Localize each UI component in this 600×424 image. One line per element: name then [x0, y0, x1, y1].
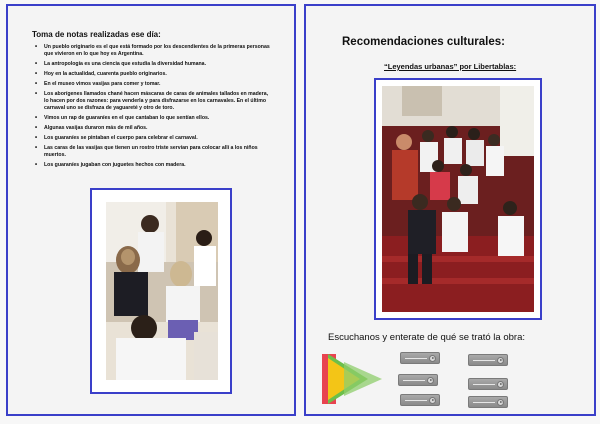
- note-item: • En el museo vimos vasijas para comer y tomar.: [44, 81, 274, 88]
- note-item: • La antropología es una ciencia que estudia la diversidad humana.: [44, 61, 274, 68]
- audio-player-1[interactable]: [400, 352, 440, 364]
- note-item: • Algunas vasijas duraron más de mil años.: [44, 125, 274, 132]
- note-item: • Los aborígenes llamados chané hacen máscaras de caras de animales tallados en madera, lo hacen por dos razones: para venderla y para disfrazarse en los carnavales. En el último carnaval uno se disfraza de yaguareté y otro de toro.: [44, 91, 274, 111]
- recommendations-title: Recomendaciones culturales:: [342, 36, 505, 48]
- play-icon[interactable]: [429, 355, 436, 362]
- listen-instruction: Escuchanos y enterate de qué se trató la obra:: [328, 332, 525, 343]
- audio-player-2[interactable]: [398, 374, 438, 386]
- notes-title: Toma de notas realizadas ese día:: [32, 30, 161, 39]
- play-icon[interactable]: [427, 377, 434, 384]
- note-item: • Los guaraníes jugaban con juguetes hechos con madera.: [44, 162, 274, 169]
- note-item: • Hoy en la actualidad, cuarenta pueblo originarios.: [44, 71, 274, 78]
- note-item: • Los guaraníes se pintaban el cuerpo para celebrar el carnaval.: [44, 135, 274, 142]
- audio-track: [473, 360, 495, 361]
- museum-photo-frame: [90, 188, 232, 394]
- museum-children-photo: [106, 202, 218, 380]
- theater-group-photo: [382, 86, 534, 312]
- play-subtitle: “Leyendas urbanas” por Libertablas:: [384, 62, 517, 71]
- left-page: [6, 4, 296, 416]
- right-page: [304, 4, 596, 416]
- audio-track: [403, 380, 425, 381]
- audio-player-3[interactable]: [400, 394, 440, 406]
- audio-track: [473, 384, 495, 385]
- note-item: • Vimos un rap de guaraníes en el que cantaban lo que sentían ellos.: [44, 115, 274, 122]
- arrows-decoration: [322, 354, 386, 404]
- play-icon[interactable]: [497, 399, 504, 406]
- theater-photo-frame: [374, 78, 542, 320]
- audio-player-6[interactable]: [468, 396, 508, 408]
- audio-track: [473, 402, 495, 403]
- note-item: • Las caras de las vasijas que tienen un rostro triste servían para colocar allí a los niños muertos.: [44, 145, 274, 158]
- audio-track: [405, 358, 427, 359]
- notes-list: [34, 44, 274, 172]
- note-item: • Un pueblo originario es el que está formado por los descendientes de la primeras personas que vivieron en lo que hoy es Argentina.: [44, 44, 274, 57]
- audio-player-5[interactable]: [468, 378, 508, 390]
- audio-player-4[interactable]: [468, 354, 508, 366]
- play-icon[interactable]: [497, 381, 504, 388]
- play-icon[interactable]: [429, 397, 436, 404]
- audio-track: [405, 400, 427, 401]
- play-icon[interactable]: [497, 357, 504, 364]
